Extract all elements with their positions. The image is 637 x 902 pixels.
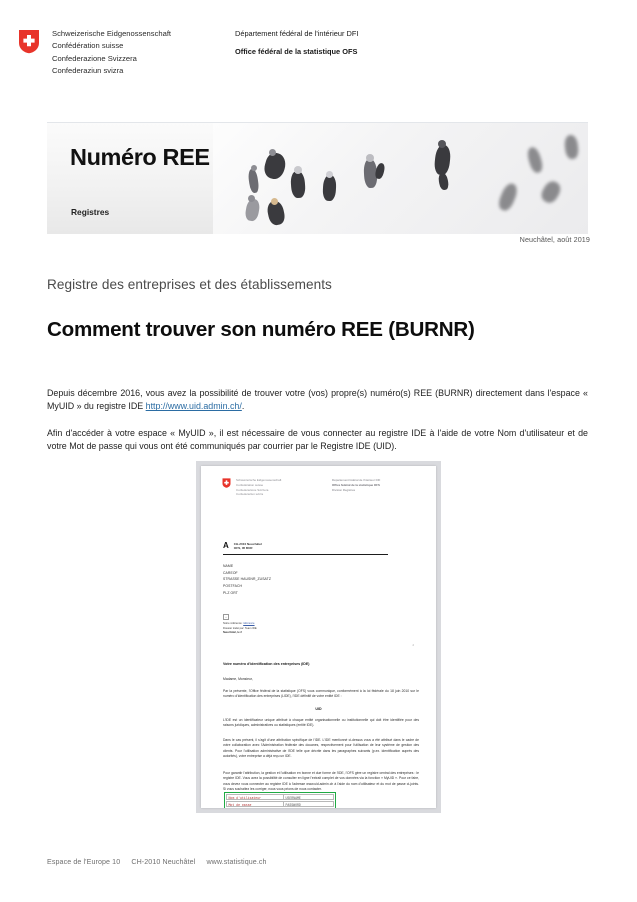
embedded-letter-screenshot — [196, 461, 441, 813]
letter-subject: Votre numéro d'identification des entreprises (IDE) — [223, 662, 310, 666]
letter-ref-line-3: Neuchâtel, le 2 — [223, 631, 242, 635]
letter-recipient-address — [223, 563, 271, 596]
swiss-coat-of-arms-icon — [18, 29, 40, 54]
password-label: Mot de passe — [226, 801, 284, 807]
username-value: USERNAME — [284, 794, 334, 800]
banner-date-caption: Neuchâtel, août 2019 — [519, 235, 590, 244]
address-line-name: NAME — [223, 564, 234, 568]
address-line-plz-ort: PLZ ORT — [223, 590, 238, 595]
department-names — [235, 28, 358, 57]
letter-sender-line-1: CH-2010 Neuchâtel — [233, 542, 262, 546]
letter-reference-lines — [223, 622, 257, 636]
letter-paragraph-1: Par la présente, l'Office fédéral de la statistique (OFS) vous communique, conformément à la loi fédérale du 18 juin 2010 sur le numéro d'identification des entreprises (LIDE), l'IDE définitif de votre entité IDE : — [223, 689, 419, 699]
credentials-highlight-box — [224, 792, 336, 808]
letter-confed-name-de: Schweizerische Eidgenossenschaft — [236, 478, 282, 482]
page-banner — [47, 122, 588, 234]
letter-confed-name-rm: Confederaziun svizra — [236, 492, 264, 497]
banner-title: Numéro REE — [70, 144, 210, 170]
department-line-1: Département fédéral de l'intérieur DFI — [235, 29, 359, 38]
letter-reference-block — [223, 614, 257, 636]
letter-sender-address — [234, 542, 262, 551]
letter-paragraph-4: Pour garantir l'attribution, la gestion et l'utilisation en bonne et due forme de l'IDE, l'OFS gère un registre central des entreprises : le registre IDE. Vous avez la possibilité de consulter en ligne l'extrait complet de vos données via la fonction « MyUID ». Pour ce faire, vous devez vous connecter au registre IDE à l'adresse www.uid.admin.ch à l'aide du nom d'utilisateur et du mot de passe ci-joints. Si vous souhaitez les corriger, nous vous prions de nous contacter. — [223, 771, 419, 792]
letter-header — [222, 478, 380, 497]
username-label: Nom d'utilisateur — [226, 794, 284, 800]
footer-city: CH-2010 Neuchâtel — [131, 858, 196, 866]
letter-ref-line-2: Dossier traité par: Team IDE — [223, 626, 257, 630]
letter-paragraph-2: L'IDE est un identificateur unique attribué à chaque entité organisationnelle ou institutionnelle qui doit être identifiée pour des raisons juridiques, administratives ou statistiques (entité IDE). — [223, 718, 419, 728]
letter-sender-line — [223, 542, 388, 555]
letter-page-number: 2 — [412, 644, 414, 647]
banner-photo-pedestrians — [213, 123, 588, 234]
footer-website: www.statistique.ch — [206, 858, 267, 866]
letter-department-names — [332, 478, 380, 493]
letter-swiss-coat-of-arms-icon — [222, 478, 231, 488]
page-footer — [47, 858, 267, 866]
credentials-row-password — [226, 801, 334, 807]
confed-name-fr: Confédération suisse — [52, 41, 124, 51]
letter-ref-prefix: Notre référence: — [223, 622, 244, 625]
letter-sender-line-2: OFS, IR BUR — [233, 546, 253, 551]
body-paragraph-2: Afin d'accéder à votre espace « MyUID », il est nécessaire de vous connecter au registre IDE à l'aide de votre Nom d'utilisateur et de votre Mot de passe qui vous ont été communiqués par courrier par le Registre IDE (UID). — [47, 427, 588, 452]
address-line-careof: CAREOF — [223, 570, 238, 575]
letter-salutation: Madame, Monsieur, — [223, 677, 253, 681]
confed-name-it: Confederazione Svizzera — [52, 53, 137, 63]
uid-admin-link[interactable]: http://www.uid.admin.ch/ — [145, 401, 242, 412]
confederation-names — [52, 28, 227, 77]
page-title: Comment trouver son numéro REE (BURNR) — [47, 317, 475, 341]
letter-confed-name-it: Confederazione Svizzera — [236, 487, 269, 492]
letter-uid-value: UID — [315, 707, 322, 711]
letter-sender-marker: A — [223, 541, 229, 551]
page-kicker: Registre des entreprises et des établissements — [47, 277, 332, 292]
department-line-2: Office fédéral de la statistique OFS — [235, 47, 358, 57]
paragraph-1-text-before-link: Depuis décembre 2016, vous avez la possibilité de trouver votre (vos) propre(s) numéro(s) REE (BURNR) directement dans l'espace « MyUID » du registre IDE — [47, 387, 588, 412]
letter-department-line-3: Division Registres — [332, 487, 356, 492]
banner-subtitle: Registres — [71, 207, 110, 217]
letter-ref-link[interactable]: référence — [243, 622, 255, 625]
confed-name-rm: Confederaziun svizra — [52, 65, 124, 75]
confed-name-de: Schweizerische Eidgenossenschaft — [52, 29, 172, 38]
letter-confederation-names — [236, 478, 310, 497]
letter-department-line-1: Département fédéral de l'intérieur DFI — [332, 478, 381, 482]
credentials-row-username — [226, 794, 334, 800]
address-line-postfach: POSTFACH — [223, 583, 243, 588]
document-header — [18, 28, 618, 77]
footer-address: Espace de l'Europe 10 — [47, 858, 121, 866]
address-line-street: STRASSE HAUSNR_ZUSATZ — [223, 577, 272, 582]
letter-reference-marker: + — [223, 614, 229, 620]
password-value: PASSWORD — [284, 801, 334, 807]
letter-department-line-2: Office fédéral de la statistique OFS — [332, 482, 380, 487]
letter-paragraph-3: Dans le cas présent, il s'agit d'une attribution spécifique de l'IDE. L'IDE mentionné ci-dessus vous a été attribué dans le cadre de votre collaboration avec l'Administration fédérale des douanes, respectivement pour l'utilisation de leur système de gestion des clients. Pour l'utilisation administrative de l'IDE telle que décrite dans les paragraphes suivants (p.ex. identification auprès des autorités), votre entreprise a déjà reçu un IDE. — [223, 738, 419, 759]
letter-confed-name-fr: Confédération suisse — [236, 482, 264, 487]
letter-page — [201, 466, 436, 808]
body-paragraph-1 — [47, 387, 588, 414]
paragraph-1-text-after-link: . — [241, 401, 245, 412]
